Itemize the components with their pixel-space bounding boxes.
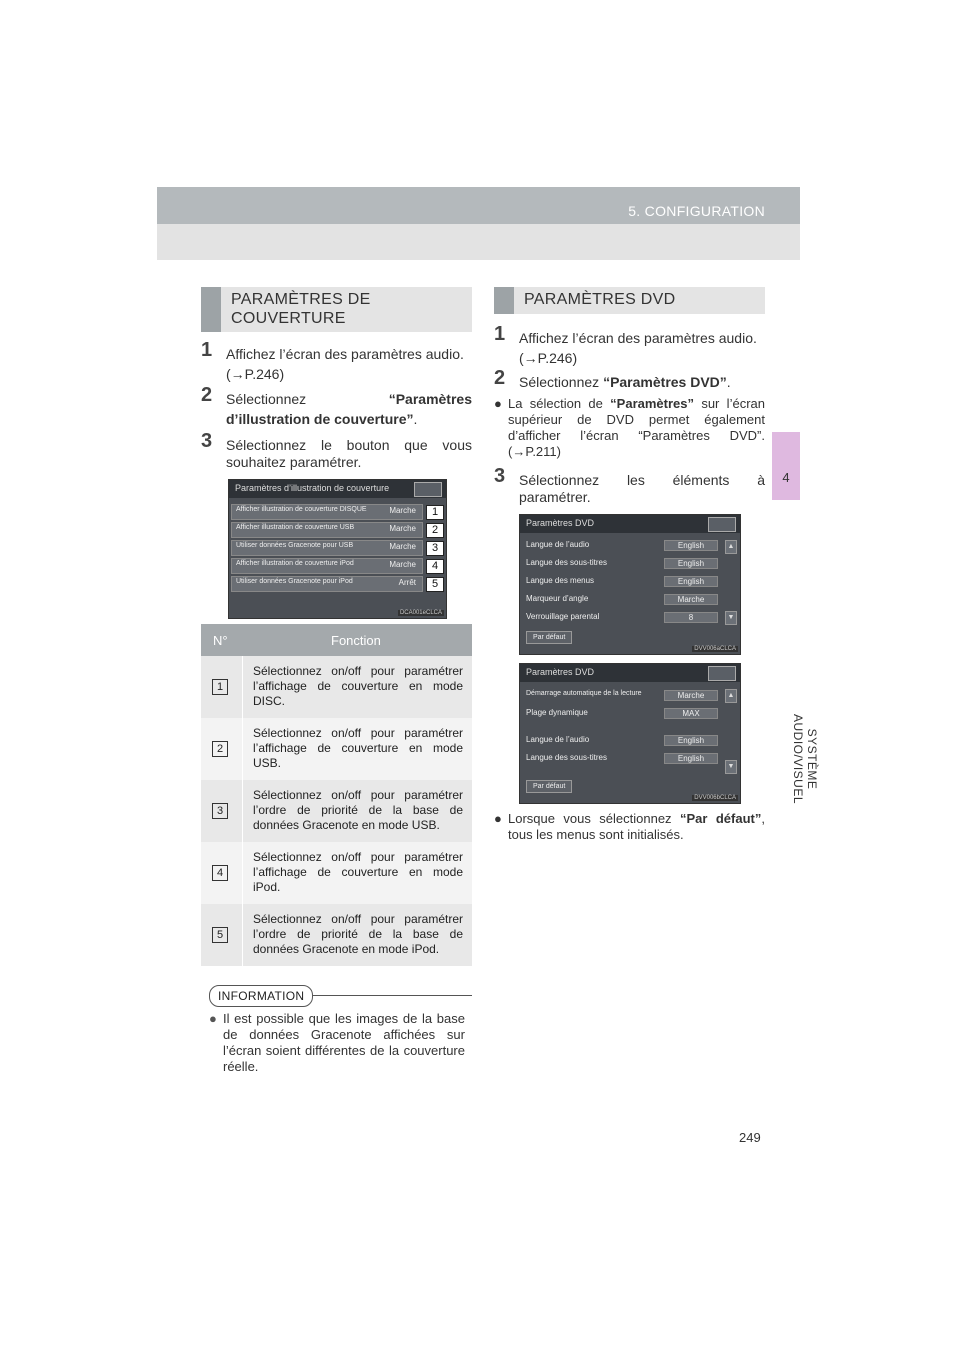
section-header-dvd (494, 287, 765, 314)
row-value: English (664, 540, 718, 551)
information-badge: INFORMATION (209, 985, 313, 1007)
step-text: Sélectionnez les éléments à paramétrer. (519, 472, 765, 505)
row-value: Marche (389, 542, 416, 551)
bullet-bold-text: “Paramètres” (610, 396, 694, 411)
chapter-title: 5. CONFIGURATION (628, 203, 765, 219)
bullet-icon: ● (494, 396, 502, 411)
row-value: English (664, 753, 718, 764)
screen-row[interactable] (522, 557, 722, 571)
image-caption: DVV006bCLCA (694, 795, 736, 801)
page-number: 249 (739, 1130, 761, 1145)
back-icon[interactable] (708, 666, 736, 681)
screen-row[interactable] (522, 752, 722, 766)
row-value: English (664, 576, 718, 587)
bullet-note-2 (494, 811, 765, 843)
row-label: Utiliser données Gracenote pour USB (236, 542, 354, 549)
default-button[interactable]: Par défaut (526, 780, 572, 793)
row-label: Marqueur d’angle (526, 594, 589, 603)
callout-number: 5 (426, 577, 444, 592)
scroll-up-icon[interactable]: ▲ (725, 540, 737, 554)
row-label: Démarrage automatique de la lecture (526, 690, 642, 697)
info-note (209, 1011, 465, 1075)
chapter-tab (772, 432, 800, 500)
back-icon[interactable] (414, 482, 442, 497)
step-number: 2 (494, 367, 506, 389)
image-caption: DCA001eCLCA (399, 610, 442, 616)
row-value: English (664, 558, 718, 569)
callout-number: 4 (426, 559, 444, 574)
column-header-number: N° (213, 633, 228, 648)
screen-row[interactable] (522, 539, 722, 553)
row-label: Langue des sous-titres (526, 753, 607, 762)
step-bold-text: “Paramètres (388, 391, 472, 407)
screen-row[interactable] (522, 575, 722, 589)
step-2 (201, 384, 472, 428)
row-label: Langue de l’audio (526, 540, 590, 549)
bullet-bold-text: “Par défaut” (679, 811, 762, 826)
back-icon[interactable] (708, 517, 736, 532)
row-value: Marche (389, 506, 416, 515)
screen-row[interactable] (231, 540, 423, 556)
row-value: English (664, 735, 718, 746)
step-3 (201, 430, 472, 471)
dvd-settings-screenshot-2 (519, 663, 741, 804)
row-number: 4 (212, 865, 228, 881)
screen-title: Paramètres DVD (526, 518, 595, 528)
row-label: Afficher illustration de couverture iPod (236, 560, 354, 567)
bullet-icon: ● (209, 1011, 217, 1026)
step-number: 2 (201, 384, 213, 406)
section-title-line2: COUVERTURE (231, 310, 346, 327)
row-label: Langue des sous-titres (526, 558, 607, 567)
row-label: Afficher illustration de couverture USB (236, 524, 355, 531)
row-value: Marche (389, 524, 416, 533)
step-1 (494, 323, 765, 367)
image-caption: DVV006aCLCA (694, 646, 736, 652)
page-ref: (→P.246) (226, 366, 285, 382)
cover-settings-screenshot (228, 479, 447, 619)
chapter-tab-number: 4 (782, 470, 790, 485)
row-number: 3 (212, 803, 228, 819)
row-description: Sélectionnez on/off pour paramétrer l’ordre de priorité de la base de données Gracenote en mode iPod. (253, 912, 463, 956)
row-number: 1 (212, 679, 228, 695)
callout-number: 2 (426, 523, 444, 538)
page-ref: (→P.246) (519, 350, 578, 366)
row-value: Marche (389, 560, 416, 569)
row-label: Langue de l’audio (526, 735, 590, 744)
screen-row[interactable] (522, 593, 722, 607)
info-text: Il est possible que les images de la base de données Gracenote affichées sur l’écran soient différentes de la couverture réelle. (223, 1011, 465, 1074)
step-text: Affichez l’écran des paramètres audio. (519, 330, 757, 346)
row-label: Verrouillage parental (526, 612, 600, 621)
step-2 (494, 367, 765, 391)
scroll-down-icon[interactable]: ▼ (725, 760, 737, 774)
table-row (201, 904, 472, 966)
screen-row[interactable] (522, 611, 722, 625)
table-row (201, 842, 472, 904)
screen-row[interactable] (231, 504, 423, 520)
step-punct: . (726, 374, 731, 390)
step-text: Sélectionnez (226, 391, 307, 407)
default-button[interactable]: Par défaut (526, 631, 572, 644)
row-value: 8 (664, 612, 718, 623)
callout-number: 3 (426, 541, 444, 556)
screen-row[interactable] (522, 734, 722, 748)
row-label: Utiliser données Gracenote pour iPod (236, 578, 353, 585)
step-text: Sélectionnez (519, 374, 600, 390)
row-value: Marche (664, 594, 718, 605)
row-number: 2 (212, 741, 228, 757)
step-1 (201, 339, 472, 383)
row-description: Sélectionnez on/off pour paramétrer l’ordre de priorité de la base de données Gracenote en mode USB. (253, 788, 463, 832)
screen-row[interactable] (522, 707, 722, 721)
section-title-line1: PARAMÈTRES DE (231, 291, 371, 308)
bullet-text: sur l’écran supérieur de DVD permet également d’afficher l’écran “Paramètres DVD”. (→P.211) (508, 396, 765, 459)
bullet-text: , tous les menus sont initialisés. (508, 811, 765, 842)
bullet-text: Lorsque vous sélectionnez (508, 811, 672, 826)
screen-row[interactable] (231, 576, 423, 592)
step-number: 1 (201, 339, 213, 361)
row-label: Langue des menus (526, 576, 595, 585)
step-number: 3 (201, 430, 213, 452)
function-table (201, 624, 472, 966)
row-value: Arrêt (398, 578, 416, 587)
step-number: 1 (494, 323, 506, 345)
callout-number: 1 (426, 505, 444, 520)
section-header-cover (201, 287, 472, 332)
step-3 (494, 465, 765, 506)
section-title: PARAMÈTRES DVD (524, 291, 676, 308)
row-label: Plage dynamique (526, 708, 588, 717)
screen-title: Paramètres DVD (526, 667, 595, 677)
screen-row[interactable] (231, 558, 423, 574)
bullet-icon: ● (494, 811, 502, 826)
step-text: Affichez l’écran des paramètres audio. (226, 346, 464, 362)
screen-row[interactable] (231, 522, 423, 538)
scroll-up-icon[interactable]: ▲ (725, 689, 737, 703)
bullet-note-1 (494, 396, 765, 460)
table-header (201, 624, 472, 656)
column-header-function: Fonction (331, 633, 381, 648)
step-number: 3 (494, 465, 506, 487)
row-label: Afficher illustration de couverture DISQUE (236, 506, 367, 513)
step-text: Sélectionnez le bouton que vous souhaitez paramétrer. (226, 437, 472, 470)
row-description: Sélectionnez on/off pour paramétrer l’affichage de couverture en mode iPod. (253, 850, 463, 894)
row-value: MAX (664, 708, 718, 719)
screen-title: Paramètres d’illustration de couverture (235, 483, 390, 493)
table-row (201, 656, 472, 718)
bullet-text: La sélection de (508, 396, 603, 411)
step-bold-text: d’illustration de couverture” (226, 411, 414, 427)
table-row (201, 718, 472, 780)
row-description: Sélectionnez on/off pour paramétrer l’affichage de couverture en mode DISC. (253, 664, 463, 708)
chapter-side-label: SYSTÈME AUDIO/VISUEL (791, 713, 819, 805)
row-description: Sélectionnez on/off pour paramétrer l’affichage de couverture en mode USB. (253, 726, 463, 770)
scroll-down-icon[interactable]: ▼ (725, 611, 737, 625)
step-punct: . (413, 411, 418, 427)
dvd-settings-screenshot-1 (519, 514, 741, 655)
step-bold-text: “Paramètres DVD” (603, 374, 727, 390)
screen-row[interactable] (522, 689, 722, 703)
row-value: Marche (664, 690, 718, 701)
table-row (201, 780, 472, 842)
row-number: 5 (212, 927, 228, 943)
